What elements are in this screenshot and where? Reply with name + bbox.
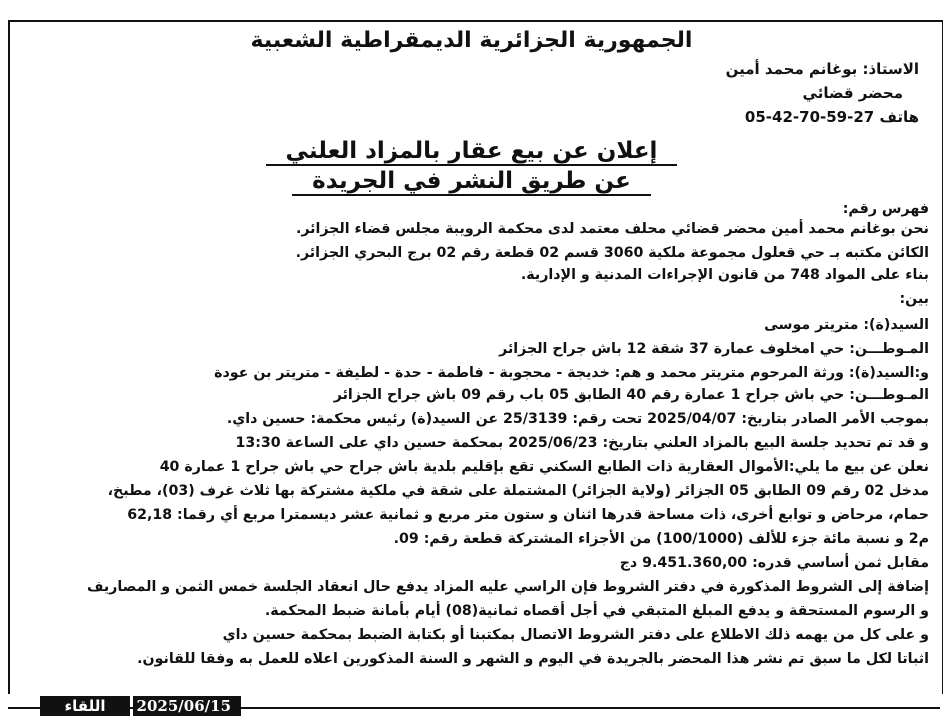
- body-line: السيد(ة): متريتر موسى: [764, 317, 929, 333]
- phone-number: هاتف 27-59-70-42-05: [744, 108, 919, 126]
- body-line: إضافة إلى الشروط المذكورة في دفتر الشروط فإن الراسي عليه المزاد يدفع حال انعقاد الجلسة خمس الثمن و المصاريف: [86, 579, 929, 595]
- body-line: و الرسوم المستحقة و يدفع المبلغ المتبقي في أجل أقصاه ثمانية(08) أيام بأمانة ضبط المحكمة.: [264, 603, 929, 619]
- body-line: بين:: [899, 291, 929, 307]
- notice-subtitle: [0, 168, 943, 194]
- body-line: حمام، مرحاض و توابع أخرى، ذات مساحة قدرها اثنان و ستون متر مربع و ثمانية عشر ديسمترا مربع أي رقما: 62,18: [127, 507, 929, 523]
- body-line: المـوطـــن: حي باش جراح 1 عمارة رقم 40 الطابق 05 باب رقم 09 باش جراح الجزائر: [333, 387, 929, 403]
- body-line: مدخل 02 رقم 09 الطابق 05 الجزائر (ولاية الجزائر) المشتملة على شقة في ملكية مشتركة بها ثلاث غرف (03)، مطبخ،: [107, 483, 929, 499]
- body-line: فهرس رقم:: [842, 201, 929, 217]
- bailiff-name: الاستاذ: بوغانم محمد أمين: [725, 60, 919, 78]
- body-line: و على كل من يهمه ذلك الاطلاع على دفتر الشروط الاتصال بمكتبنا أو بكتابة الضبط بمحكمة حسين داي: [222, 627, 929, 643]
- body-line: بناء على المواد 748 من قانون الإجراءات المدنية و الإدارية.: [520, 267, 929, 283]
- body-line: و:السيد(ة): ورثة المرحوم متريتر محمد و هم: خديجة - محجوبة - فاطمة - حدة - لطيفة - متريتر بن عودة: [214, 365, 929, 381]
- body-line: الكائن مكتبه بـ حي قعلول مجموعة ملكية 3060 قسم 02 قطعة رقم 02 برج البحري الجزائر.: [295, 245, 929, 261]
- body-line: المـوطـــن: حي امخلوف عمارة 37 شقة 12 باش جراح الجزائر: [499, 341, 929, 357]
- body-line: م2 و نسبة مائة جزء للألف (100/1000) من الأجزاء المشتركة قطعة رقم: 09.: [393, 531, 929, 547]
- publication-badge: اللقاء: [40, 696, 130, 716]
- body-line: نحن بوغانم محمد أمين محضر قضائي محلف معتمد لدى محكمة الرويبة مجلس قضاء الجزائر.: [295, 221, 929, 237]
- publication-date: 2025/06/15: [133, 696, 241, 716]
- body-line: بموجب الأمر الصادر بتاريخ: 2025/04/07 تحت رقم: 25/3139 عن السيد(ة) رئيس محكمة: حسين داي.: [226, 411, 929, 427]
- office-title: محضر قضائي: [802, 84, 903, 102]
- notice-title-line2: عن طريق النشر في الجريدة: [292, 168, 651, 196]
- body-line: مقابل ثمن أساسي قدره: 9.451.360,00 دج: [619, 555, 929, 571]
- notice-title: [0, 138, 943, 164]
- footer-bar: [0, 690, 943, 727]
- body-line: اثباتا لكل ما سبق تم نشر هذا المحضر بالجريدة في اليوم و الشهر و السنة المذكورين اعلاه للعمل به وفقا للقانون.: [137, 651, 929, 667]
- country-heading: الجمهورية الجزائرية الديمقراطية الشعبية: [250, 28, 693, 53]
- notice-title-line1: إعلان عن بيع عقار بالمزاد العلني: [266, 138, 678, 166]
- body-line: و قد تم تحديد جلسة البيع بالمزاد العلني بتاريخ: 2025/06/23 بمحكمة حسين داي على الساعة 13:30: [235, 435, 929, 451]
- body-line: نعلن عن بيع ما يلي:الأموال العقارية ذات الطابع السكني تقع بإقليم بلدية باش جراح حي باش جراح 1 عمارة 40: [159, 459, 929, 475]
